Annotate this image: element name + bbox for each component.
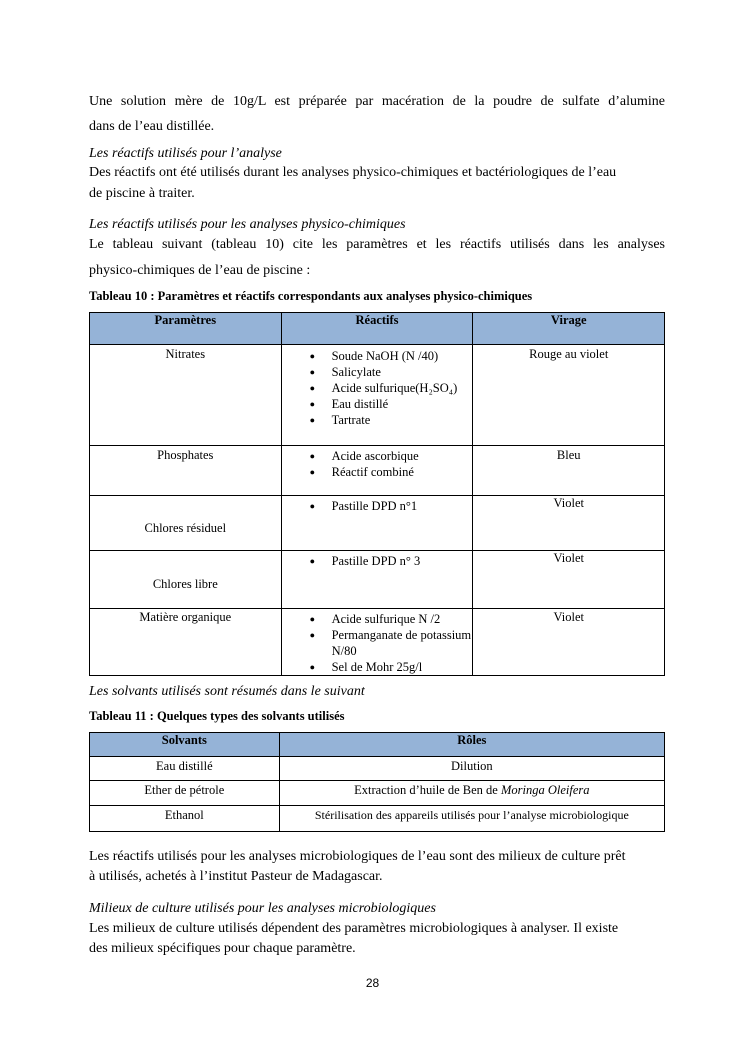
micro-line-2: à utilisés, achetés à l’institut Pasteur de Madagascar. bbox=[89, 869, 383, 884]
table-row bbox=[90, 345, 665, 446]
table-row bbox=[90, 446, 665, 496]
solvants-intro: Les solvants utilisés sont résumés dans le suivant bbox=[89, 684, 365, 699]
reactifs-cell bbox=[281, 609, 473, 676]
role-text: Dilution bbox=[451, 759, 493, 773]
reactifs-analyse-line-2: de piscine à traiter. bbox=[89, 186, 195, 201]
table11 bbox=[89, 732, 665, 832]
milieux-line-2: des milieux spécifiques pour chaque paramètre. bbox=[89, 941, 356, 956]
table-row bbox=[90, 781, 665, 806]
reactifs-analyse-heading: Les réactifs utilisés pour l’analyse bbox=[89, 146, 282, 161]
table11-header-roles: Rôles bbox=[279, 733, 664, 757]
param-cell: Chlores résiduel bbox=[90, 496, 282, 551]
list-item: ● Acide ascorbique bbox=[310, 448, 473, 464]
list-item: ● Acide sulfurique(H₂SO₄) bbox=[310, 380, 473, 396]
param-cell: Matière organique bbox=[90, 609, 282, 676]
param-cell: Nitrates bbox=[90, 345, 282, 446]
table11-caption: Tableau 11 : Quelques types des solvants utilisés bbox=[89, 709, 345, 723]
reactifs-cell bbox=[281, 496, 473, 551]
table11-header-solvants: Solvants bbox=[90, 733, 280, 757]
table-row bbox=[90, 609, 665, 676]
list-item: ● Pastille DPD n° 3 bbox=[310, 553, 473, 569]
reactifs-physico-line-1: Le tableau suivant (tableau 10) cite les paramètres et les réactifs utilisés dans les analyses bbox=[89, 237, 665, 252]
page-number: 28 bbox=[365, 976, 380, 990]
list-item: ● Pastille DPD n°1 bbox=[310, 498, 473, 514]
milieux-line-1: Les milieux de culture utilisés dépendent des paramètres microbiologiques à analyser. Il existe bbox=[89, 921, 619, 936]
reactifs-physico-line-2: physico-chimiques de l’eau de piscine : bbox=[89, 263, 311, 278]
milieux-heading: Milieux de culture utilisés pour les analyses microbiologiques bbox=[89, 901, 436, 916]
table10-header-virage: Virage bbox=[473, 313, 665, 345]
list-item: ● Eau distillé bbox=[310, 396, 473, 412]
solvant-cell: Ethanol bbox=[90, 806, 280, 832]
reactifs-physico-heading: Les réactifs utilisés pour les analyses physico-chimiques bbox=[89, 217, 406, 232]
virage-cell: Violet bbox=[473, 496, 665, 551]
virage-cell: Violet bbox=[473, 609, 665, 676]
role-cell bbox=[279, 757, 664, 781]
param-cell: Phosphates bbox=[90, 446, 282, 496]
list-item: ● Salicylate bbox=[310, 364, 473, 380]
intro-line-1: Une solution mère de 10g/L est préparée par macération de la poudre de sulfate d’alumine bbox=[89, 94, 665, 109]
reactifs-analyse-line-1: Des réactifs ont été utilisés durant les analyses physico-chimiques et bactériologiques de l’eau bbox=[89, 165, 617, 180]
role-text: Extraction d’huile de Ben de bbox=[354, 783, 501, 797]
role-cell bbox=[279, 806, 664, 832]
reactifs-cell bbox=[281, 551, 473, 609]
role-italic: Moringa Oleifera bbox=[500, 783, 590, 797]
solvant-cell: Eau distillé bbox=[90, 757, 280, 781]
role-cell bbox=[279, 781, 664, 806]
micro-line-1: Les réactifs utilisés pour les analyses microbiologiques de l’eau sont des milieux de culture prêt bbox=[89, 849, 626, 864]
list-item: ● Réactif combiné bbox=[310, 464, 473, 480]
table10 bbox=[89, 312, 665, 676]
table10-caption: Tableau 10 : Paramètres et réactifs correspondants aux analyses physico-chimiques bbox=[89, 289, 533, 303]
intro-line-2: dans de l’eau distillée. bbox=[89, 119, 215, 134]
table-row bbox=[90, 806, 665, 832]
list-item: ● Tartrate bbox=[310, 412, 473, 428]
table-row bbox=[90, 496, 665, 551]
param-cell: Chlores libre bbox=[90, 551, 282, 609]
solvant-cell: Ether de pétrole bbox=[90, 781, 280, 806]
table10-header-reactifs: Réactifs bbox=[281, 313, 473, 345]
virage-cell: Violet bbox=[473, 551, 665, 609]
virage-cell: Bleu bbox=[473, 446, 665, 496]
list-item: ● Sel de Mohr 25g/l bbox=[310, 659, 473, 675]
table10-header-parametres: Paramètres bbox=[90, 313, 282, 345]
role-text: Stérilisation des appareils utilisés pour l’analyse microbiologique bbox=[314, 808, 629, 822]
table-row bbox=[90, 551, 665, 609]
virage-cell: Rouge au violet bbox=[473, 345, 665, 446]
list-item: ● Acide sulfurique N /2 bbox=[310, 611, 473, 627]
list-item: ● Soude NaOH (N /40) bbox=[310, 348, 473, 364]
reactifs-cell bbox=[281, 345, 473, 446]
reactifs-cell bbox=[281, 446, 473, 496]
table-row bbox=[90, 757, 665, 781]
list-item: ● Permanganate de potassium N/80 bbox=[310, 627, 473, 659]
